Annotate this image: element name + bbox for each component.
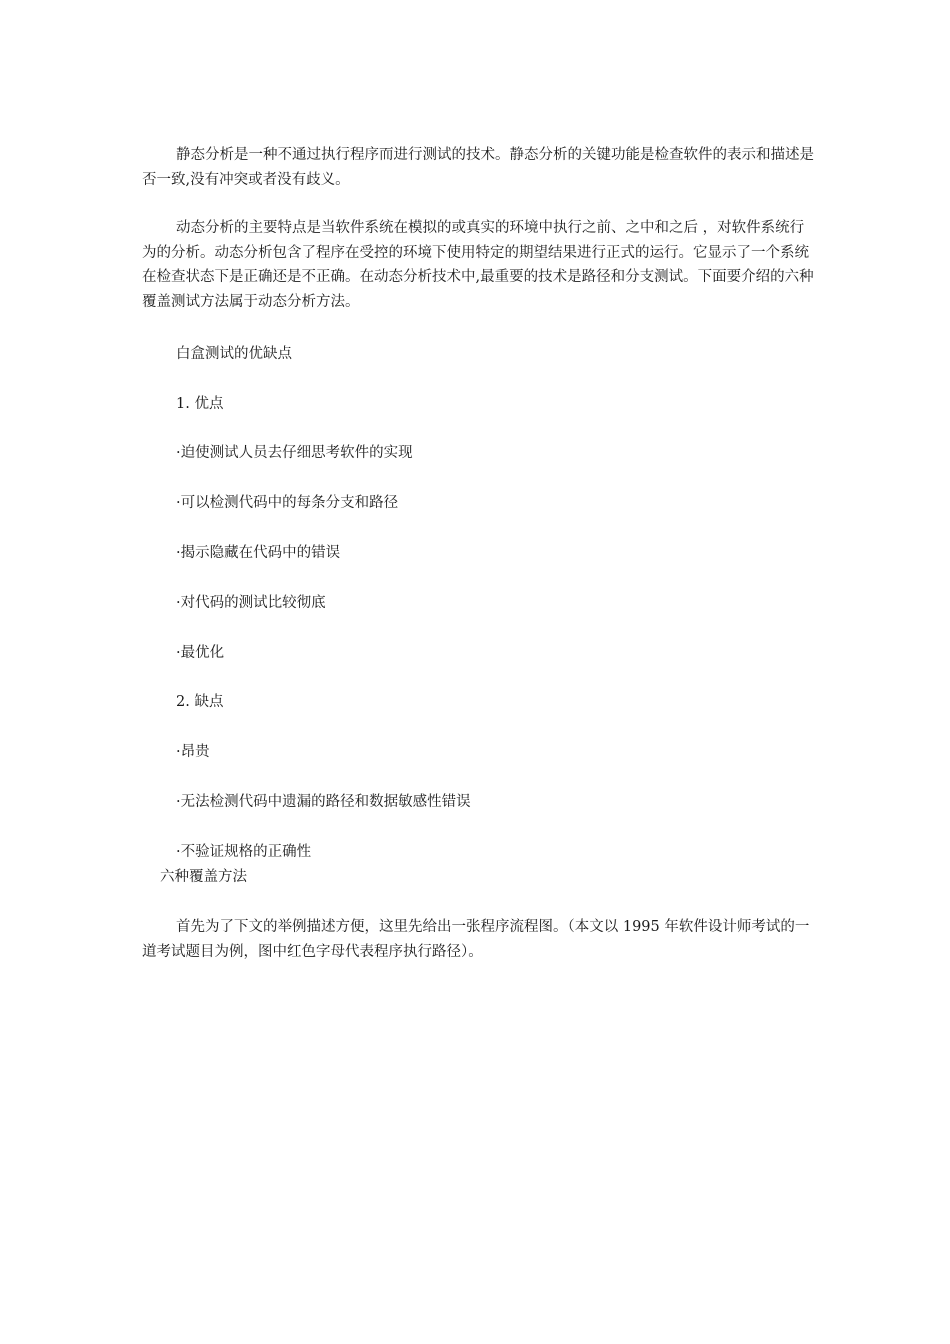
coverage-methods-heading: 六种覆盖方法 [160,869,247,885]
disadvantage-item: ·昂贵 [176,744,210,760]
disadvantage-item: ·无法检测代码中遗漏的路径和数据敏感性错误 [176,794,471,810]
advantage-item: ·迫使测试人员去仔细思考软件的实现 [176,445,413,461]
paragraph-flowchart-intro: 首先为了下文的举例描述方便，这里先给出一张程序流程图。（本文以 1995 年软件设计师考试的一道考试题目为例，图中红色字母代表程序执行路径）。 [142,919,810,960]
whitebox-title: 白盒测试的优缺点 [176,346,292,362]
paragraph-dynamic-analysis: 动态分析的主要特点是当软件系统在模拟的或真实的环境中执行之前、之中和之后 ，对软件系统行为的分析。动态分析包含了程序在受控的环境下使用特定的期望结果进行正式的运行。它显示了一个系统在检查状态下是正确还是不正确。在动态分析技术中,最重要的技术是路径和分支测试。下面要介绍的六种覆盖测试方法属于动态分析方法。 [142,220,814,310]
disadvantages-heading: 2. 缺点 [176,694,224,710]
advantage-item: ·揭示隐藏在代码中的错误 [176,545,341,561]
advantage-item: ·对代码的测试比较彻底 [176,595,326,611]
advantage-item: ·可以检测代码中的每条分支和路径 [176,495,399,511]
disadvantage-item: ·不验证规格的正确性 [176,844,312,860]
paragraph-static-analysis: 静态分析是一种不通过执行程序而进行测试的技术。静态分析的关键功能是检查软件的表示和描述是否一致,没有冲突或者没有歧义。 [142,147,814,188]
advantage-item: ·最优化 [176,645,225,661]
advantages-heading: 1. 优点 [176,396,224,412]
